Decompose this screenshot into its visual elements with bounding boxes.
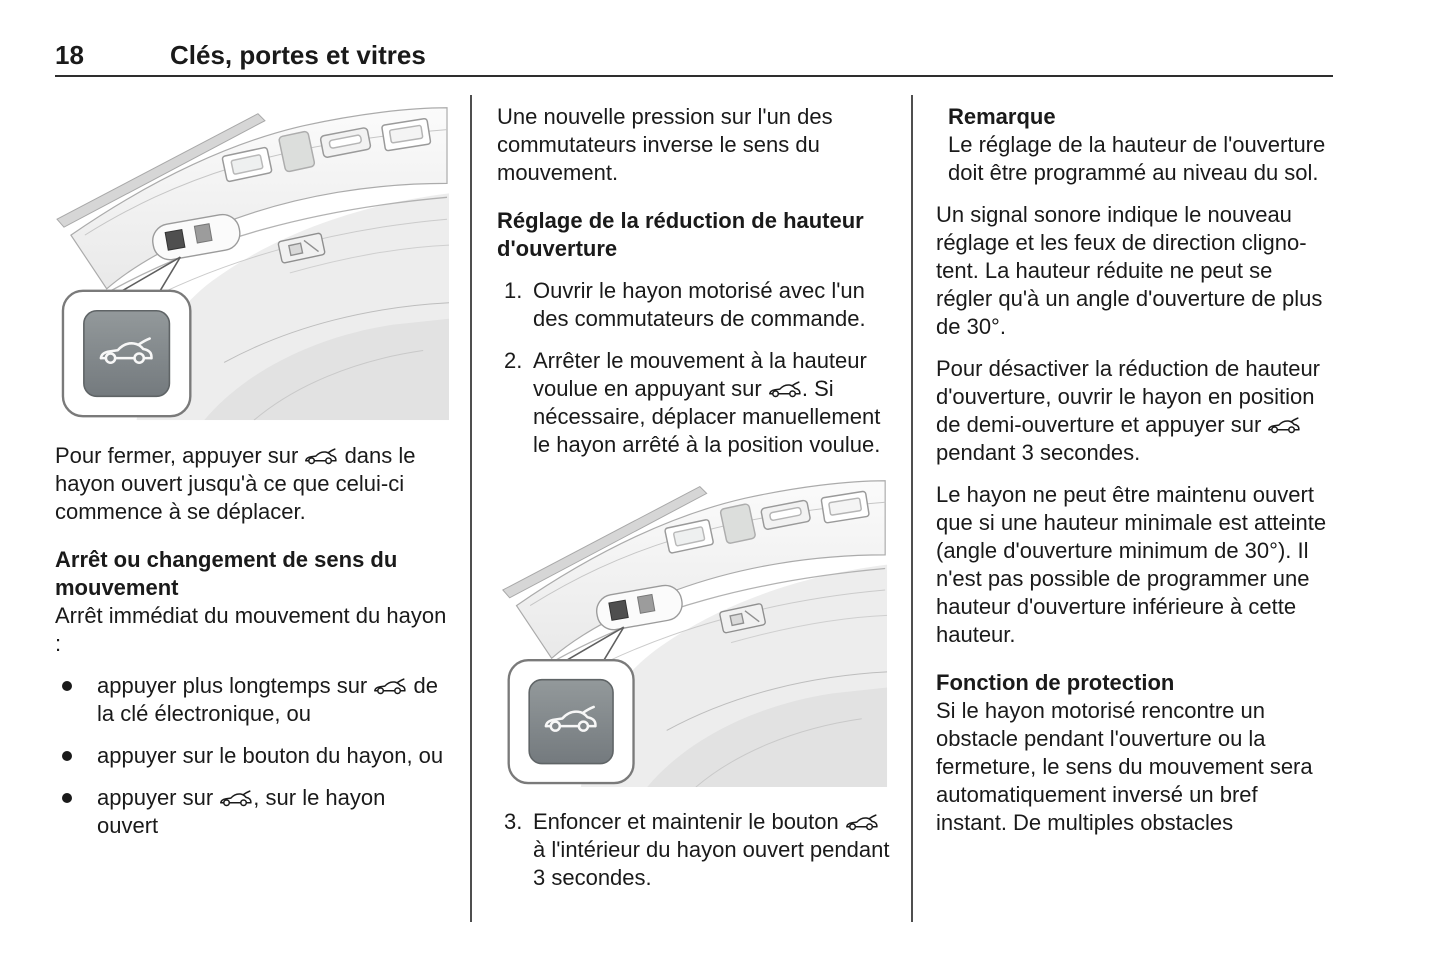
paragraph-obstacle: Si le hayon motorisé rencontre un obstacle pendant l'ouverture ou la fermeture, le sens du mouvement sera automatiquement inversé un bref instant. De multiples obstacles [936,698,1313,835]
paragraph-minimum-height: Le hayon ne peut être maintenu ouvert que si une hauteur minimale est atteinte (angle d'ouverture minimum de 30°). Il n'est pas possible de programmer une hauteur d'ouverture inférieure à cette hauteur. [936,482,1327,647]
numbered-step: 3. Enfoncer et maintenir le bouton à l'intérieur du hayon ouvert pendant 3 secondes. [497,808,890,892]
tailgate-open-icon [219,790,253,807]
bullet-icon [62,751,72,761]
tailgate-open-icon [304,448,338,465]
step-number: 1. [504,278,523,303]
tailgate-illustration [55,97,449,421]
step-number: 2. [504,348,523,373]
column-1 [55,97,449,840]
subheading-stop-movement: Arrêt ou changement de sens du mouvement [55,547,398,600]
note-block [948,103,1332,187]
note-title: Remarque [948,104,1056,129]
list-item: appuyer sur , sur le hayon ouvert [55,784,449,840]
column-2 [497,97,890,892]
tailgate-open-icon [1267,417,1301,434]
list-item: appuyer plus longtemps sur de la clé électronique, ou [55,672,449,728]
figure-tailgate-hold-button [497,471,890,794]
column-3 [936,97,1332,837]
paragraph-immediate-stop: Arrêt immédiat du mouvement du hayon : [55,603,447,656]
tailgate-open-icon [373,678,407,695]
numbered-step: 1. Ouvrir le hayon motorisé avec l'un des commutateurs de commande. [497,277,890,333]
bullet-icon [62,681,72,691]
bullet-icon [62,793,72,803]
paragraph-close-tailgate: Pour fermer, appuyer sur dans le hayon ouvert jusqu'à ce que celui-ci commence à se déplacer. [55,443,416,524]
note-body: Le réglage de la hauteur de l'ouverture doit être programmé au niveau du sol. [948,132,1326,185]
page-title: Clés, portes et vitres [170,40,426,70]
figure-tailgate-close-button [55,97,449,428]
paragraph-acoustic-signal: Un signal sonore indique le nouveau réglage et les feux de direction clignotent. La hauteur réduite ne peut se régler qu'à un angle d'ouverture de plus de 30°. [936,202,1323,339]
column-divider [470,95,472,922]
step-number: 3. [504,809,523,834]
list-item: appuyer sur le bouton du hayon, ou [55,742,449,770]
header-rule [55,75,1333,77]
tailgate-open-icon [768,381,802,398]
page-number: 18 [55,40,84,70]
subheading-protection-function: Fonction de protection [936,670,1175,695]
column-divider [911,95,913,922]
numbered-step: 2. Arrêter le mouvement à la hauteur voulue en appuyant sur . Si nécessaire, déplacer manuellement le hayon arrêté à la position voulue. [497,347,890,459]
tailgate-open-icon [845,814,879,831]
paragraph-deactivate-reduction: Pour désactiver la réduction de hauteur d'ouverture, ouvrir le hayon en position de demi-ouverture et appuyer sur pendant 3 secondes. [936,356,1321,465]
paragraph-reverse-direction: Une nouvelle pression sur l'un des commutateurs inverse le sens du mouvement. [497,104,833,185]
subheading-height-reduction: Réglage de la réduction de hauteur d'ouverture [497,208,864,261]
tailgate-illustration [497,471,891,787]
